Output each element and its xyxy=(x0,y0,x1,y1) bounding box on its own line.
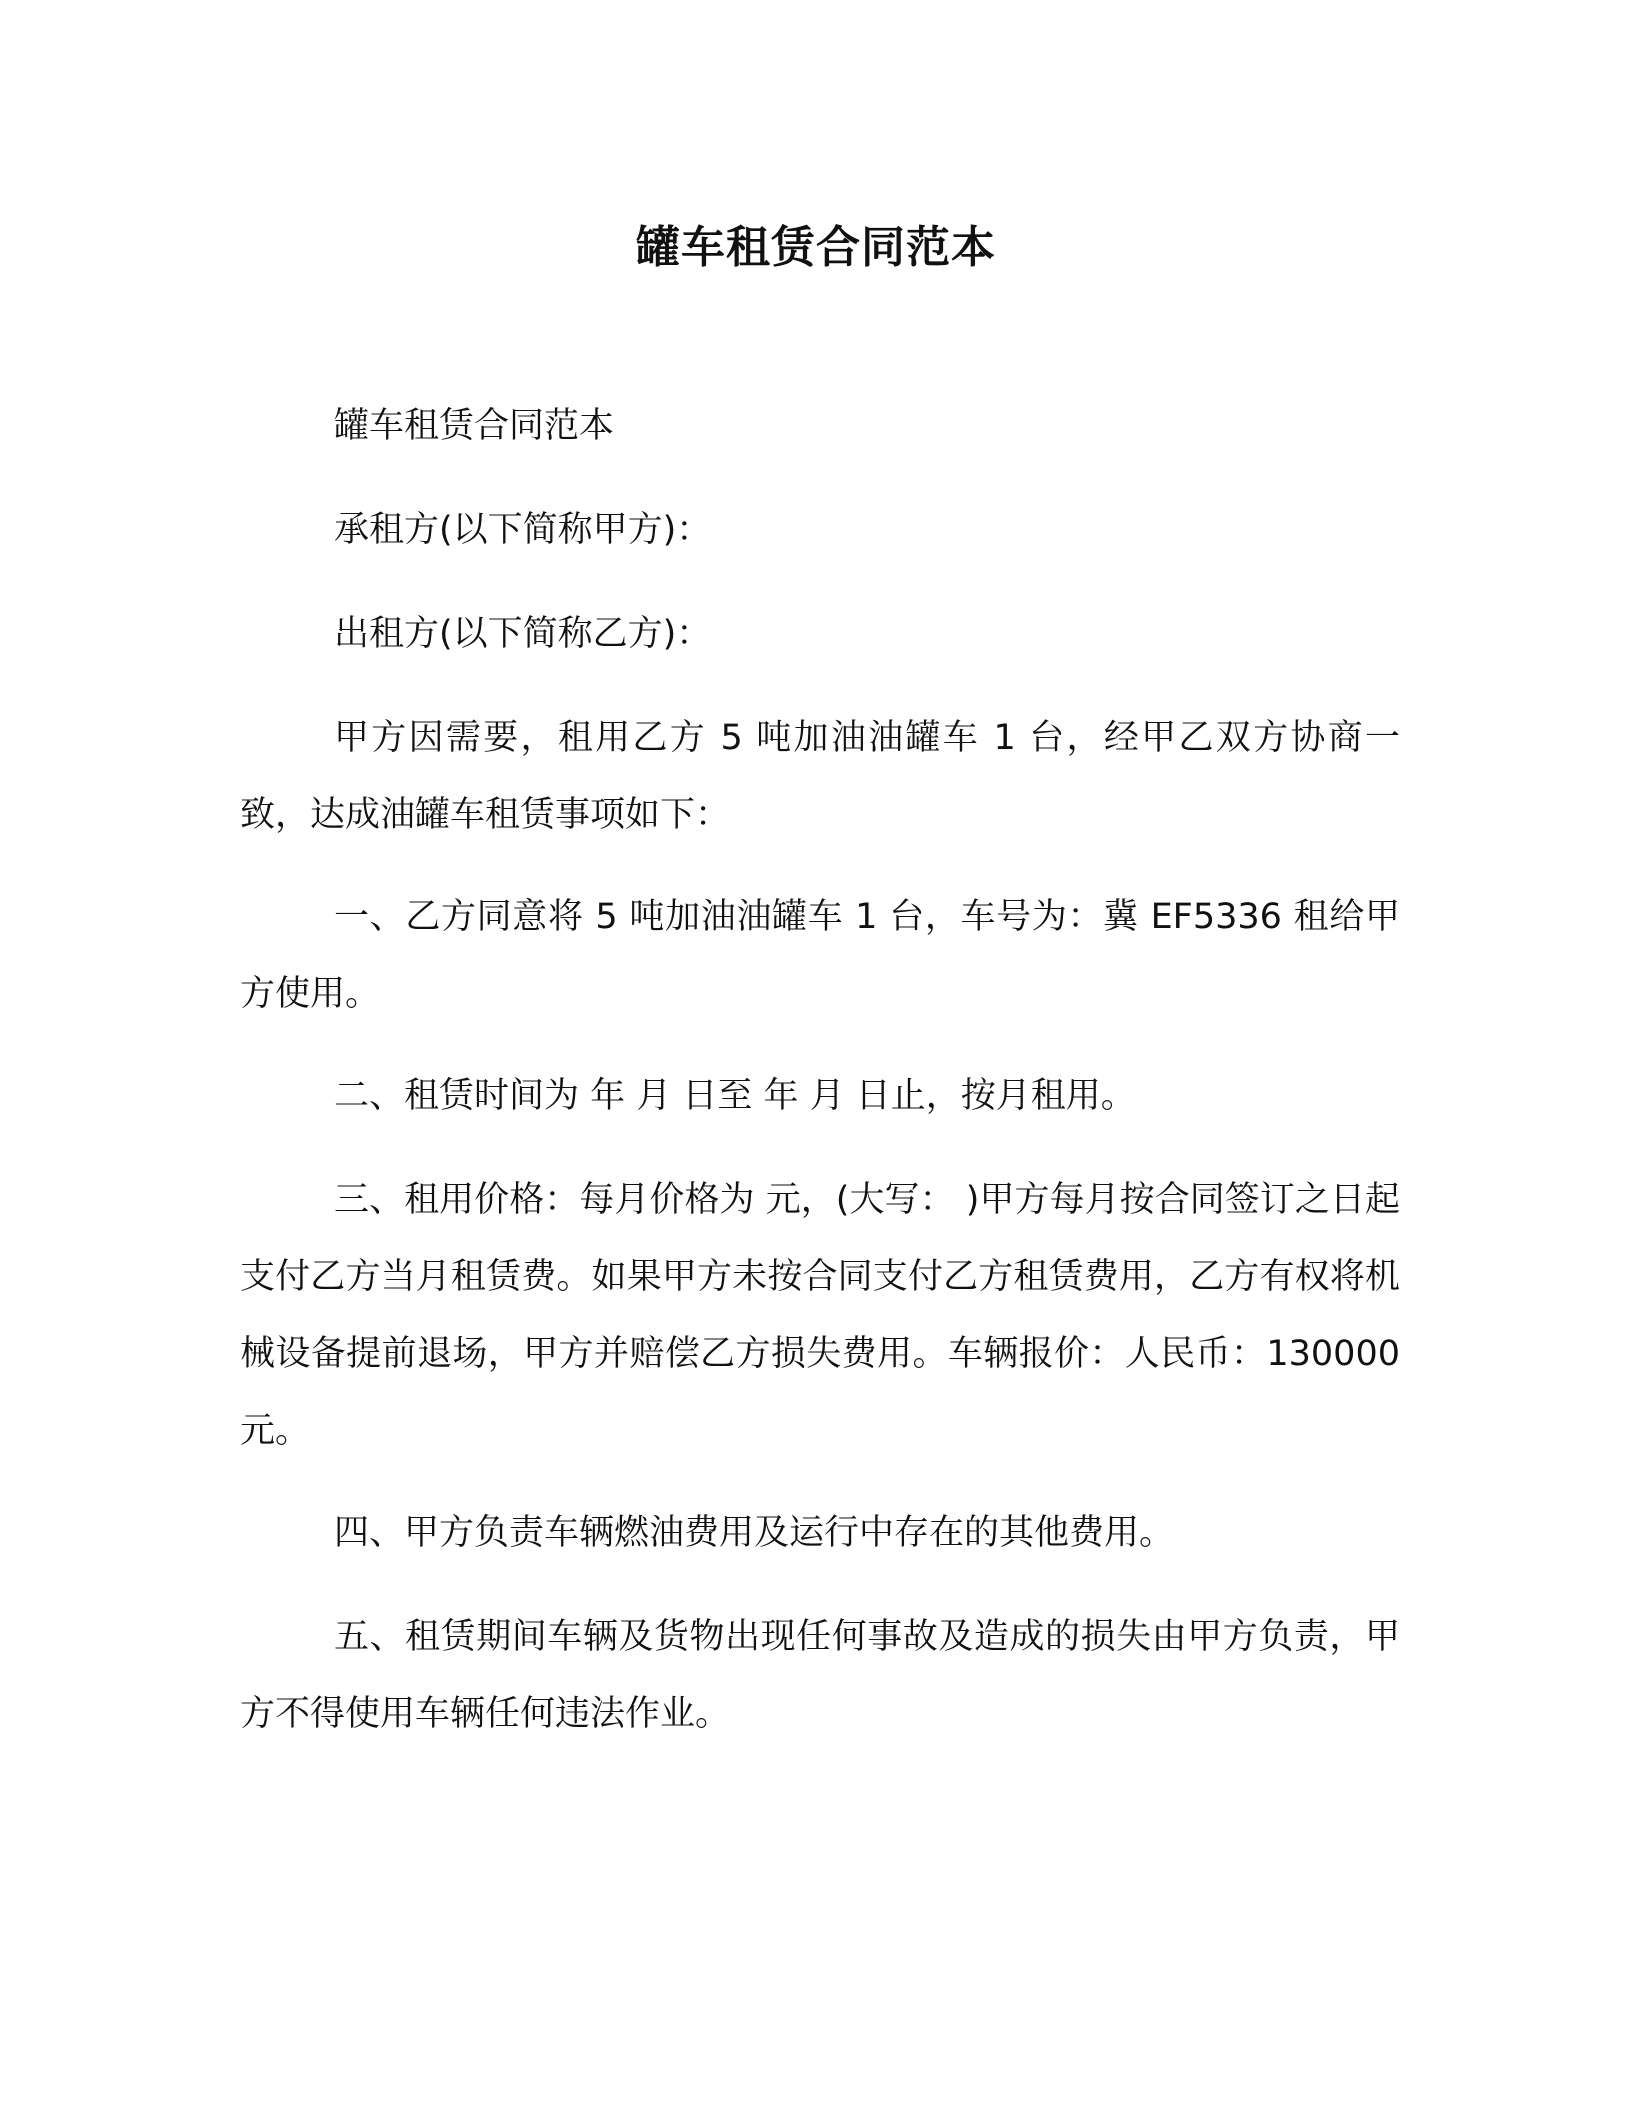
document-title: 罐车租赁合同范本 xyxy=(636,222,996,273)
paragraph-lessor: 出租方(以下简称乙方)： xyxy=(334,614,712,654)
paragraph-subtitle: 罐车租赁合同范本 xyxy=(334,406,615,446)
paragraph-preamble: 甲方因需要，租用乙方 5 吨加油油罐车 1 台，经甲乙双方协商一致，达成油罐车租赁事项如下： xyxy=(240,718,1400,835)
document-body xyxy=(240,388,1400,1778)
paragraph-clause-3: 三、租用价格：每月价格为 元，(大写： )甲方每月按合同签订之日起支付乙方当月租赁费。如果甲方未按合同支付乙方租赁费用，乙方有权将机械设备提前退场，甲方并赔偿乙方损失费用。车辆报价：人民币：130000 元。 xyxy=(240,1180,1400,1451)
paragraph-clause-1: 一、乙方同意将 5 吨加油油罐车 1 台，车号为：冀 EF5336 租给甲方使用。 xyxy=(240,897,1400,1014)
paragraph-lessee: 承租方(以下简称甲方)： xyxy=(334,510,712,550)
paragraph-clause-5: 五、租赁期间车辆及货物出现任何事故及造成的损失由甲方负责，甲方不得使用车辆任何违法作业。 xyxy=(240,1617,1400,1734)
paragraph-clause-4: 四、甲方负责车辆燃油费用及运行中存在的其他费用。 xyxy=(334,1513,1175,1553)
paragraph-clause-2: 二、租赁时间为 年 月 日至 年 月 日止，按月租用。 xyxy=(334,1076,1136,1116)
